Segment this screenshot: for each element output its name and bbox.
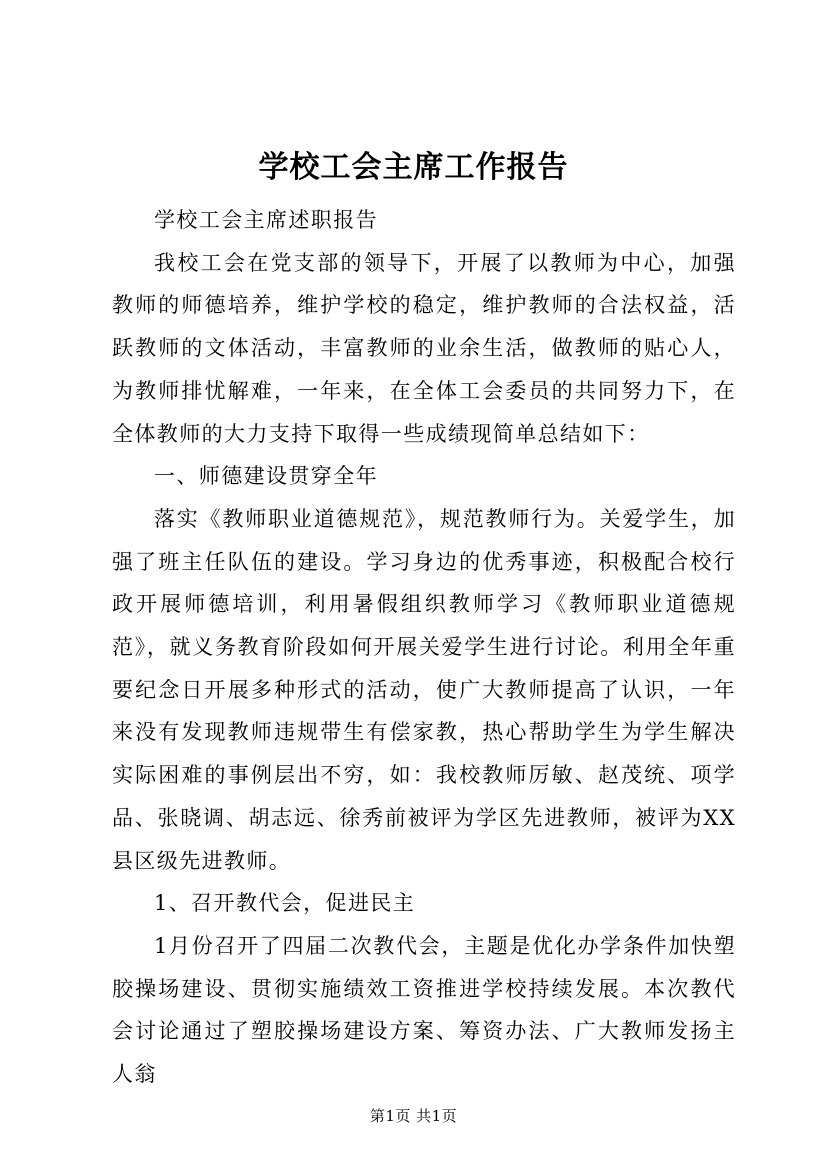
body-paragraph: 1月份召开了四届二次教代会，主题是优化办学条件加快塑胶操场建设、贯彻实施绩效工资推进学校持续发展。本次教代会讨论通过了塑胶操场建设方案、筹资办法、广大教师发扬主人翁 <box>112 933 736 1087</box>
intro-paragraph: 我校工会在党支部的领导下，开展了以教师为中心，加强教师的师德培养，维护学校的稳定，维护教师的合法权益，活跃教师的文体活动，丰富教师的业余生活，做教师的贴心人，为教师排忧解难，一年来，在全体工会委员的共同努力下，在全体教师的大力支持下取得一些成绩现简单总结如下： <box>112 250 736 446</box>
document-body <box>112 199 736 1096</box>
page-footer: 第1页 共1页 <box>369 1107 458 1125</box>
body-paragraph: 落实《教师职业道德规范》，规范教师行为。关爱学生，加强了班主任队伍的建设。学习身边的优秀事迹，积极配合校行政开展师德培训，利用暑假组织教师学习《教师职业道德规范》，就义务教育阶段如何开展关爱学生进行讨论。利用全年重要纪念日开展多种形式的活动，使广大教师提高了认识，一年来没有发现教师违规带生有偿家教，热心帮助学生为学生解决实际困难的事例层出不穷，如：我校教师厉敏、赵茂统、项学品、张晓调、胡志远、徐秀前被评为学区先进教师，被评为XX县区级先进教师。 <box>112 506 736 873</box>
section-heading: 一、师德建设贯穿全年 <box>154 464 378 489</box>
subsection-heading: 1、召开教代会，促进民主 <box>154 891 416 916</box>
document-title: 学校工会主席工作报告 <box>258 150 569 185</box>
subtitle-paragraph: 学校工会主席述职报告 <box>154 208 378 232</box>
